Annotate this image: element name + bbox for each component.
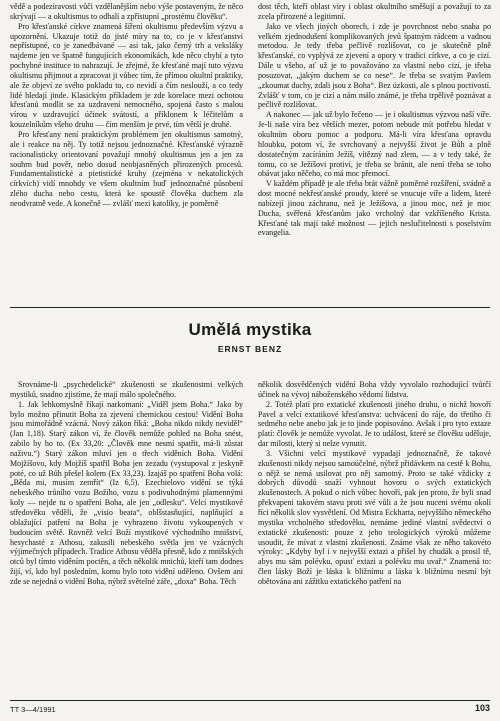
paragraph: dost těch, kteří oblast víry i oblast okultního směšují a považují to za zcela přirozené a legitimní. [258,2,491,21]
article-top-left-column [10,2,243,209]
paragraph: Jako ve všech jiných oborech, i zde je povrchnost nebo snaha po velkém zjednodušení komplikovaných jevů špatným rádcem a vadnou metodou. Je tedy třeba pečlivě rozlišovat, co je skutečně plně křesťanské, co vyplývá ze zjevení a opory v tradici církve, a co je cizí. Dále u všeho, ať už je to považováno za vlastní nebo cizí, je třeba posuzovat, „jakým duchem se co nese“. Je třeba se svatým Pavlem „zkoumat duchy, zdali jsou z Boha“. Bez úzkosti, ale s plnou poctivostí. Zvlášť v tom, co je cizí a nám málo známé, je třeba trpělivě poznávat a pečlivě rozlišovat. [258,21,491,110]
article-byline: ERNST BENZ [217,344,283,354]
footer-source: TT 3—4/1991 [10,705,56,714]
paragraph: 3. Všichni velcí mystikové vypadají jednoznačně, že takové zkušenosti nikdy nejsou samoúčelné, nýbrž přidávkem na cestě k Bohu, o nějž se nemá usilovat pro něj samotný. Proto se také vždicky z dobrých důvodů snaží vyhnout hovoru o svých extatických zkušenostech. A pokud o nich vůbec hovoří, pak jen proto, že byli snad překvapeni takovém stavu proti své vůli a že jsou nuceni svému okolí říci několik slov vysvětlení. Od Mistra Eckharta, nejvyššího německého mystika vrcholného středověku, nemáme jediné vlastní svědectví o extatické zkušenosti: pouze z jeho teologických výroků můžeme usoudit, že mívat z vlastní zkušenosti. Známe však ze něho takovéto výroky: „Kdyby byl i v nejvyšší extazi a přišel by chudák a prosil tě, abys mu sám polévku, opusť extazi a polévku mu uvař.“ Znamená to: člen lásky Boží je láska k bližnímu a láska k bližnímu nesmí být obětována ani zážitku extatického patření na [258,448,491,586]
paragraph: 1. Jak lehkomyslně říkají narkomani: „Viděl jsem Boha.“ Jako by bylo možno přinutit Boha za zjevení chemickou cestou! Vidění Boha jsou mimořádně vzácná. Nový zákon říká: „Boha nikdo nikdy neviděl“ (Jan 1,18). Starý zákon ví, že člověk nemůže pohled na Boha snést, zabilo by ho to. (Ex 33,20: „Člověk mne nesmí spatřit, má-li zůstat naživu.“) Starý zákon mluví jen o třech viděních Boha. Vidění Mojžíšovo, kdy Mojžíš spatřil Boha jen zezadu (vystupoval z jeskyně poté, co už Bůh přešel kolem (Ex 33,23). Izajáš po spatření Boha volá: „Běda mi, musím zemřít“ (Iz 6,5). Ezechielovo vidění se týká nebeského trůního vozu Božího, vozu s podivuhodnými plamennými koly — nejde tu o spatření Boha, ale jen „odlesku“. Velcí mystikové středověku věděli, že „visio beata“, oblšstasňující, naplňující a oblažující patření na Boha je vyhrazeno životu vykoupených v budoucím světě. Rovněž velcí Boží mystikové východního mnišství, hesychasté z Athosu, zakusili nebeského světla jen ve vzácných výjimečných případech. Tradice Athosu věděla přesně, kdo z mnišských otců byl tímto viděním poctěn, a těch několik mnichů, kteří tam dodnes žijí, ví, kdo byl posledním, komu bylo toto vidění uděleno. Ovšem ani zde se nejedná o vidění Boha, nýbrž světelné záře, „doxa“ Boha. Těch [10,399,243,586]
paragraph: Srovnáme-li „psychedelické“ zkušenosti se zkušenostmi velkých mystiků, snadno zjistíme, že mají málo společného. [10,380,243,399]
paragraph: V každém případě je ale třeba brát vážně poměrné rozšíření, svádně a dost mocné nekřesťanské proudy, které se vnucuje víře a lidem, které nabízejí jinou záchranu, než je Ježíšova, a jinou moc, než je moc Ducha, svěřená křesťanům jako vrcholný dar vzkříšeného Krista. Křesťané tak mají také možnost — jejich neslučitelnosti s poselstvím evangelia. [258,179,491,238]
paragraph: Pro křesťanské církve znamená šíření okultismu především výzvu a upozornění. Ukazuje totiž do jisté míry na to, co je v křesťanství nepřístupné, co je zanedbávané — asi tak, jako černý trh a veksláky najdeme jen ve špatně fungujících ekonomikách, kde něco chybí a tyto pochybné instituce to nahrazují. Je zřejmé, že křesťané mají tuto výzvu okultismu přijmout a zpracovat ji vůbec tím, že přímou okultní praktiky, ale že objeví ze svého pokladu to, co nevidí a čím neslouží, a co tedy lidé hledají jinde. Klasickým příkladem je zde korelace mezi ochotou křesťanů modlit se za uzdravení nemocného, spojená často s malou vírou v uzdravující účinek svátostí, a příklonem k léčitelům a kouzelníkům všeho druhu — čím menším je prvé, tím větší je druhé. [10,21,243,130]
footer-rule [10,700,490,701]
article-bottom-left-column [10,380,243,587]
paragraph: Pro křesťany není praktickým problémem jen okultismus samotný, ale i reakce na něj. Ty totiž nejsou jednoznačné. Křesťanské výrazně racionalisticky orientovaní považují mnohý okultismus jen a jen za souhrn bud pověr, nebo dosud neobjasněných přirozených procesů. Fundamentalistické a pietistické kruhy (zejména v nekatolických církvích) vidí mnohdy ve všem okultním buď jednoznačné působení zlého ducha nebo cestu, která ke spoustě člověka duchem zla neodvratně vede. A konečně — zvlášť mezi katolíky, je poměrně [10,129,243,208]
paragraph: několik dosvědčených vidění Boha vždy vyvolalo rozhodující tvůrčí účinek na vývoj náboženského vědomí lidstva. [258,380,491,399]
article-headline: Umělá mystika [188,320,312,339]
paragraph: vědě a podezíravosti vůči vzdělanějším nebo výše postaveným, že něco skrývají — a okultismus to odhalí a zpřístupní „prostému člověku“. [10,2,243,21]
paragraph: 2. Totéž platí pro extatické zkušenosti jiného druhu, o nichž hovoří Pavel a velcí extatikové křesťanstva: uchvácení do ráje, do třetího či sedmého nebe anebo jak je to jinde popisováno. Avšak i pro tyto extaze platí: člověk je nemůže vyvolat. Je to událost, které se člověku uděluje, dar milosti, který si nelze vynutit. [258,399,491,449]
page-number: 103 [474,703,490,713]
article-top-right-column [258,2,491,238]
divider-rule [10,307,490,308]
article-bottom-right-column [258,380,491,587]
paragraph: A nakonec — jak už bylo řečeno — je i okultismus výzvou naší víře. Je-li naše víra bez větších mezer, potom nebude mít potřebu hledat v okultním oboru pomoc a podporu. Má-li víra křesťana opravdu hloubku, potom ví, že svrchovaný a nejvyšší život je Bůh a plně dostatečným zacíráním Ježíš, vítězný nad zlem, — a v tedy také, že tomu, co se Ježíšovi protiví, je třeba se bránit, ale není třeba se toho obávat jako něčeho, co má moc přemocí. [258,110,491,179]
